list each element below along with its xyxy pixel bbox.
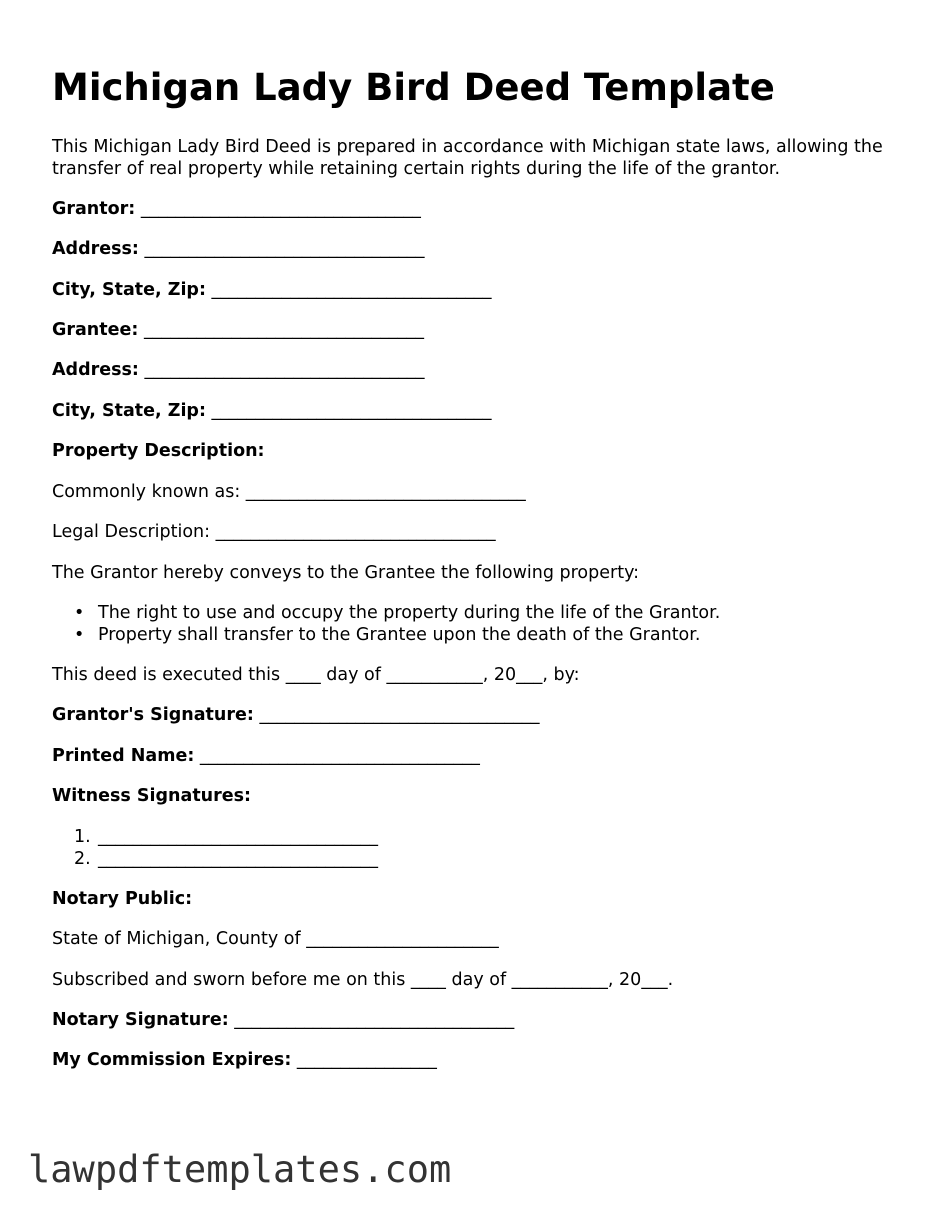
commission-expires-label: My Commission Expires:	[52, 1050, 292, 1070]
grantee-address-label: Address:	[52, 360, 139, 380]
conveyance-statement: The Grantor hereby conveys to the Grantee the following property:	[52, 563, 640, 583]
notary-sworn-statement: Subscribed and sworn before me on this ____ day of ___________, 20___.	[52, 970, 674, 990]
grantee-blank: ________________________________	[143, 320, 424, 340]
list-item	[52, 826, 378, 848]
grantor-signature-field	[52, 704, 539, 726]
notary-heading: Notary Public:	[52, 889, 193, 909]
printed-name-blank: ________________________________	[199, 746, 480, 766]
witness-heading: Witness Signatures:	[52, 786, 252, 806]
property-heading: Property Description:	[52, 441, 265, 461]
grantor-address-field	[52, 238, 425, 260]
grantor-city-field	[52, 279, 492, 301]
grantor-address-label: Address:	[52, 239, 139, 259]
notary-signature-label: Notary Signature:	[52, 1010, 229, 1030]
intro-paragraph: This Michigan Lady Bird Deed is prepared in accordance with Michigan state laws, allowing the transfer of real property while retaining certain rights during the life of the grantor.	[52, 137, 883, 179]
witness-blank: ________________________________	[98, 827, 378, 847]
grantor-signature-label: Grantor's Signature:	[52, 705, 254, 725]
grantee-field	[52, 319, 424, 341]
grantor-blank: ________________________________	[140, 199, 421, 219]
grantee-city-label: City, State, Zip:	[52, 401, 206, 421]
list-item: • The right to use and occupy the property during the life of the Grantor.	[52, 602, 720, 624]
list-item: • Property shall transfer to the Grantee upon the death of the Grantor.	[52, 624, 720, 646]
execution-statement: This deed is executed this ____ day of ___________, 20___, by:	[52, 665, 580, 685]
rights-list	[52, 602, 720, 646]
witness-number: 1.	[74, 827, 91, 847]
witness-blank: ________________________________	[98, 849, 378, 869]
grantor-city-label: City, State, Zip:	[52, 280, 206, 300]
site-watermark: lawpdftemplates.com	[28, 1148, 452, 1191]
legal-description: Legal Description: ________________________________	[52, 522, 496, 542]
grantor-address-blank: ________________________________	[144, 239, 425, 259]
grantee-address-field	[52, 359, 425, 381]
witness-number: 2.	[74, 849, 91, 869]
commonly-known-as: Commonly known as: ________________________________	[52, 482, 526, 502]
notary-signature-field	[52, 1009, 514, 1031]
grantor-signature-blank: ________________________________	[259, 705, 540, 725]
grantor-city-blank: ________________________________	[211, 280, 492, 300]
grantee-city-blank: ________________________________	[211, 401, 492, 421]
notary-signature-blank: ________________________________	[234, 1010, 515, 1030]
grantor-field	[52, 198, 421, 220]
grantee-address-blank: ________________________________	[144, 360, 425, 380]
page-title: Michigan Lady Bird Deed Template	[52, 66, 775, 109]
list-item	[52, 848, 378, 870]
grantee-label: Grantee:	[52, 320, 139, 340]
witness-list	[52, 826, 378, 870]
grantor-label: Grantor:	[52, 199, 136, 219]
commission-expires-blank: ________________	[296, 1050, 437, 1070]
printed-name-label: Printed Name:	[52, 746, 195, 766]
commission-expires-field	[52, 1049, 437, 1071]
grantee-city-field	[52, 400, 492, 422]
notary-county: State of Michigan, County of ______________________	[52, 929, 499, 949]
printed-name-field	[52, 745, 480, 767]
